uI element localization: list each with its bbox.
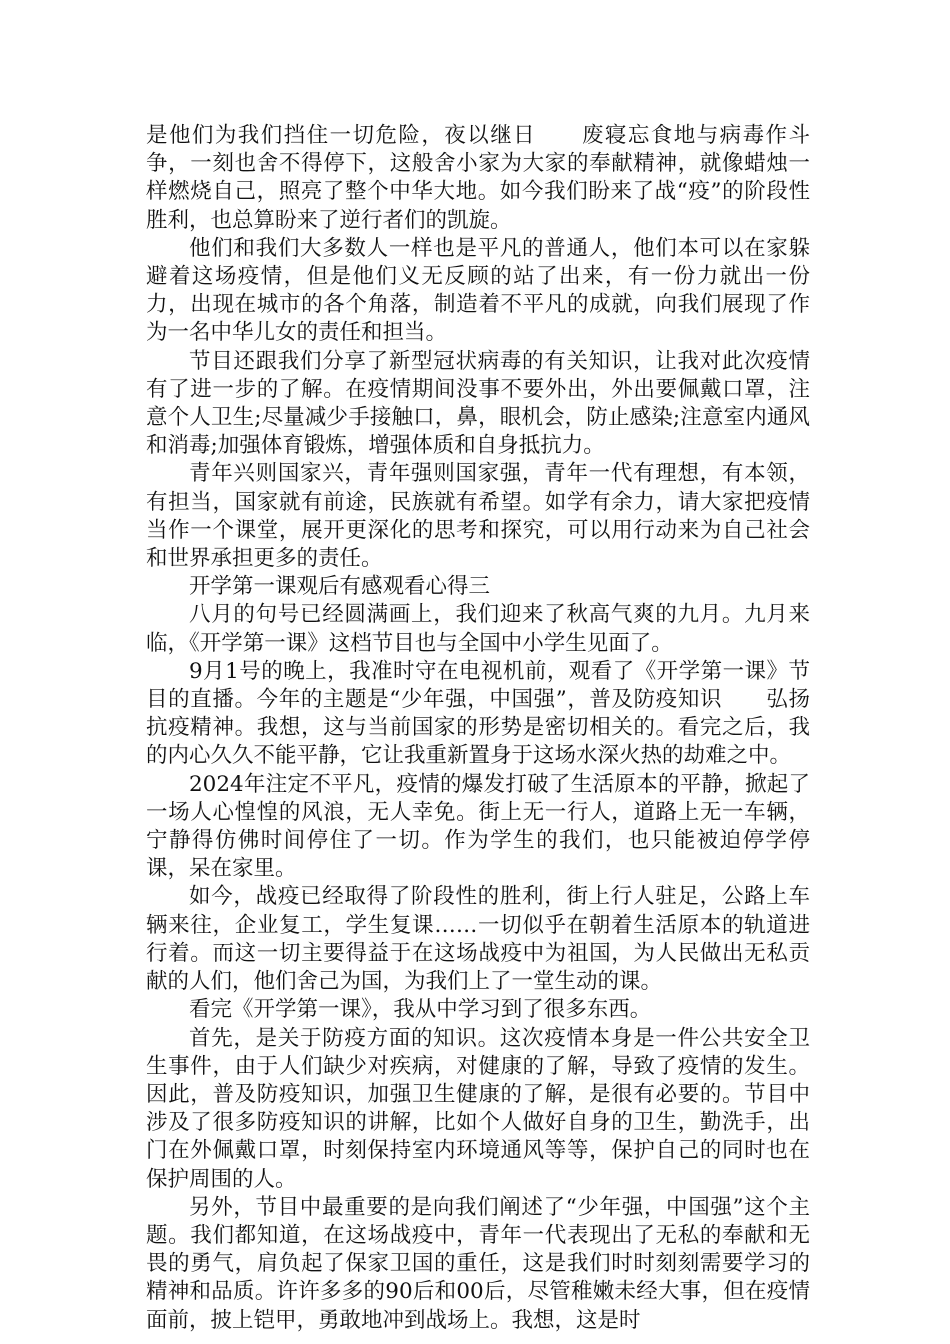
paragraph-11: 首先，是关于防疫方面的知识。这次疫情本身是一件公共安全卫生事件，由于人们缺少对疾病，对健康的了解，导致了疫情的发生。因此，普及防疫知识，加强卫生健康的了解，是很有必要的。节目中涉及了很多防疫知识的讲解，比如个人做好自身的卫生，勤洗手，出门在外佩戴口罩，时刻保持室内环境通风等等，保护自己的同时也在保护周围的人。 xyxy=(146,1025,810,1192)
paragraph-2: 他们和我们大多数人一样也是平凡的普通人，他们本可以在家躲避着这场疫情，但是他们义无反顾的站了出来，有一份力就出一份力，出现在城市的各个角落，制造着不平凡的成就，向我们展现了作为一名中华儿女的责任和担当。 xyxy=(146,235,810,346)
paragraph-9: 如今，战疫已经取得了阶段性的胜利，街上行人驻足，公路上车辆来往，企业复工，学生复课……一切似乎在朝着生活原本的轨道进行着。而这一切主要得益于在这场战疫中为祖国，为人民做出无私贡献的人们，他们舍己为国，为我们上了一堂生动的课。 xyxy=(146,884,810,995)
paragraph-1: 是他们为我们挡住一切危险，夜以继日 废寝忘食地与病毒作斗争，一刻也舍不得停下，这般舍小家为大家的奉献精神，就像蜡烛一样燃烧自己，照亮了整个中华大地。如今我们盼来了战“疫”的阶段性胜利，也总算盼来了逆行者们的凯旋。 xyxy=(146,123,810,233)
document-page xyxy=(146,122,810,1335)
paragraph-10: 看完《开学第一课》，我从中学习到了很多东西。 xyxy=(189,997,652,1023)
paragraph-3: 节目还跟我们分享了新型冠状病毒的有关知识，让我对此次疫情有了进一步的了解。在疫情期间没事不要外出，外出要佩戴口罩，注意个人卫生;尽量减少手接触口，鼻，眼机会，防止感染;注意室内通风和消毒;加强体育锻炼，增强体质和自身抵抗力。 xyxy=(146,348,810,459)
paragraph-7: 9月1号的晚上，我准时守在电视机前，观看了《开学第一课》节目的直播。今年的主题是“少年强，中国强”，普及防疫知识 弘扬抗疫精神。我想，这与当前国家的形势是密切相关的。看完之后，我的内心久久不能平静，它让我重新置身于这场水深火热的劫难之中。 xyxy=(146,658,810,769)
section-heading: 开学第一课观后有感观看心得三 xyxy=(189,574,491,600)
paragraph-12: 另外，节目中最重要的是向我们阐述了“少年强，中国强”这个主题。我们都知道，在这场战疫中，青年一代表现出了无私的奉献和无畏的勇气，肩负起了保家卫国的重任，这是我们时时刻刻需要学习的精神和品质。许许多多的90后和00后，尽管稚嫩未经大事，但在疫情面前，披上铠甲，勇敢地冲到战场上。我想，这是时 xyxy=(146,1194,811,1333)
paragraph-4: 青年兴则国家兴，青年强则国家强，青年一代有理想，有本领，有担当，国家就有前途，民族就有希望。如学有余力，请大家把疫情当作一个课堂，展开更深化的思考和探究，可以用行动来为自己社会和世界承担更多的责任。 xyxy=(146,461,810,572)
paragraph-8: 2024年注定不平凡，疫情的爆发打破了生活原本的平静，掀起了一场人心惶惶的风浪，无人幸免。街上无一行人，道路上无一车辆，宁静得仿佛时间停住了一切。作为学生的我们，也只能被迫停学停课，呆在家里。 xyxy=(146,771,810,882)
paragraph-6: 八月的句号已经圆满画上，我们迎来了秋高气爽的九月。九月来临，《开学第一课》这档节目也与全国中小学生见面了。 xyxy=(146,602,810,656)
